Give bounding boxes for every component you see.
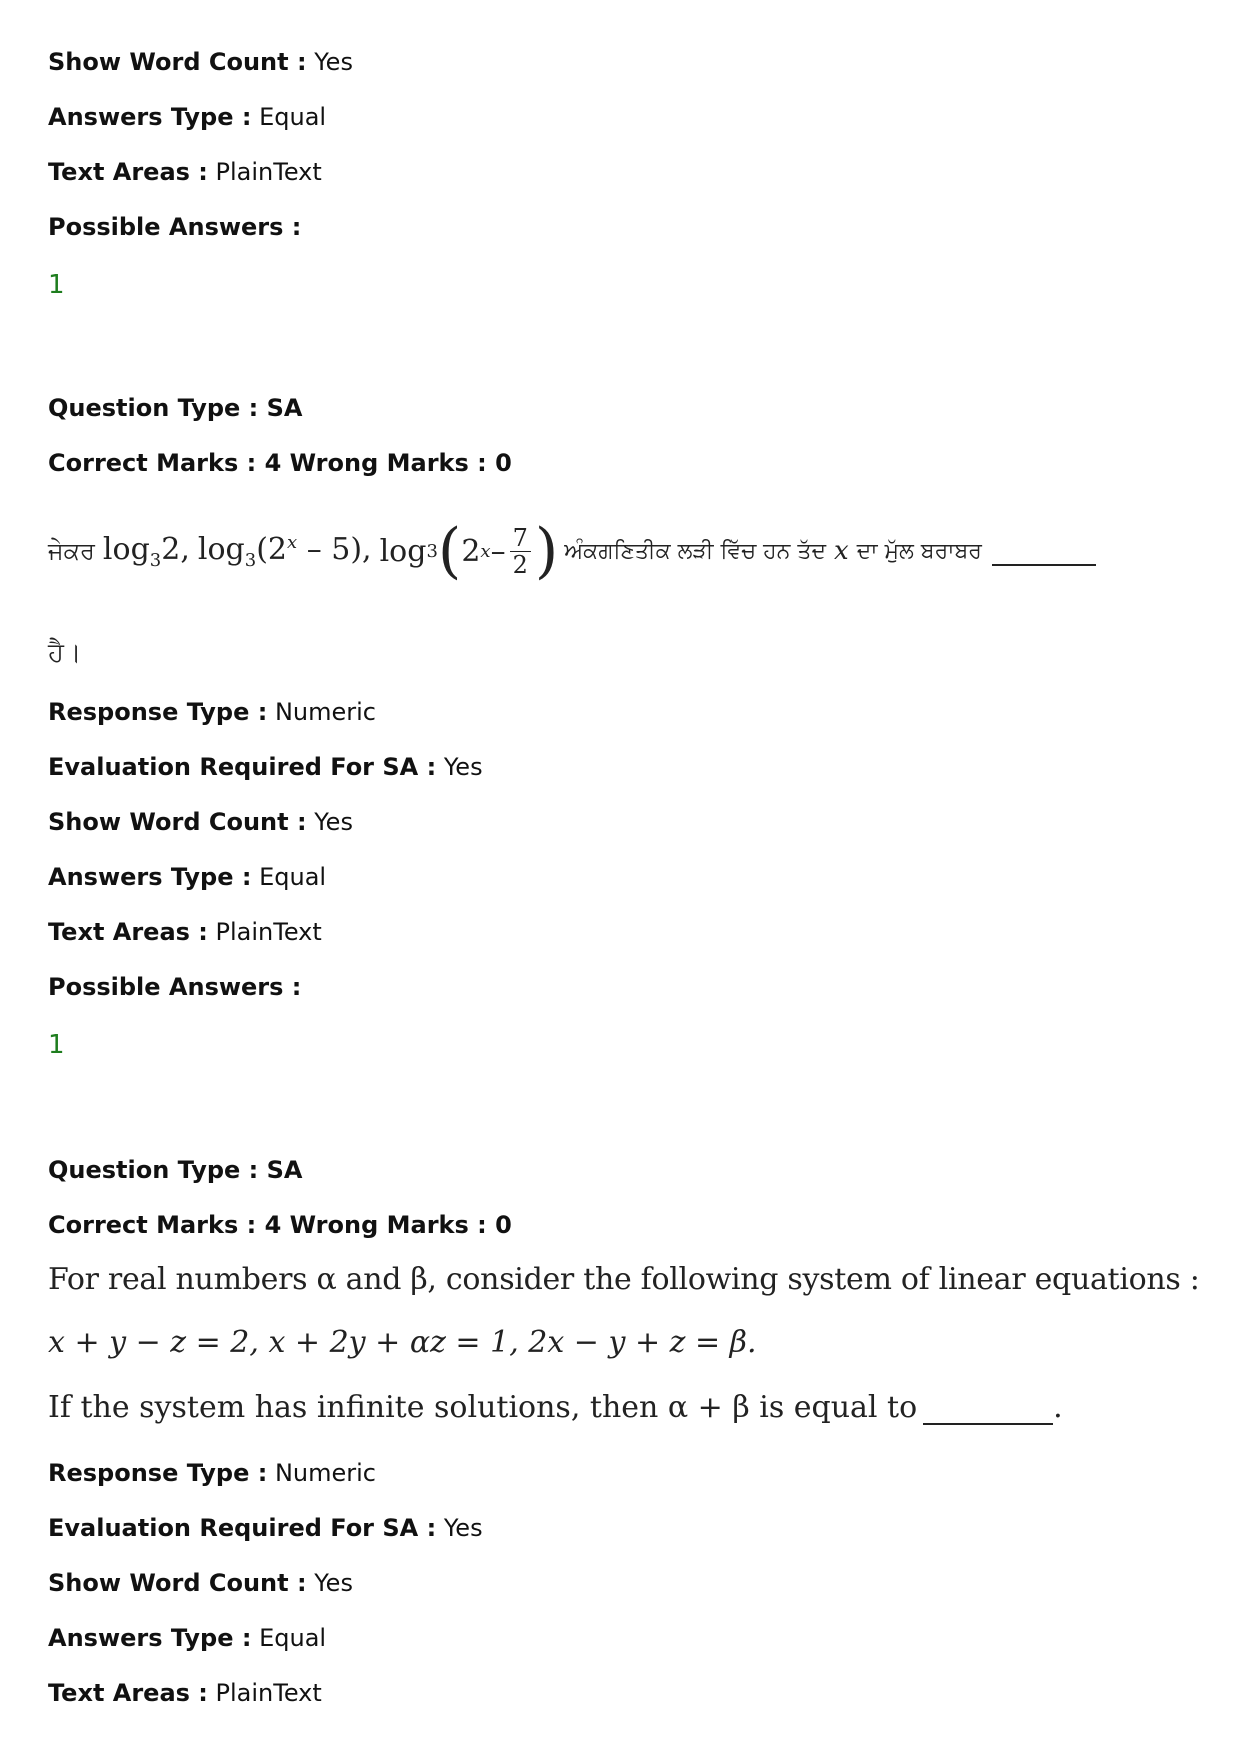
possible-answers-row	[48, 212, 301, 242]
field-label: Show Word Count :	[48, 48, 307, 76]
field-label: Answers Type :	[48, 1624, 252, 1652]
field-label: Text Areas :	[48, 918, 208, 946]
field-value: Yes	[314, 48, 353, 76]
response-type-row	[48, 1458, 376, 1488]
field-value: PlainText	[215, 1679, 322, 1707]
fraction: $\frac{7}{2}$	[510, 525, 531, 578]
possible-answers-row	[48, 972, 301, 1002]
show-word-count-row	[48, 807, 353, 837]
question-line-2: x + y − z = 2, x + 2y + αz = 1, 2x − y + z = β.	[48, 1325, 757, 1360]
question-text-punjabi	[48, 505, 1096, 597]
possible-answer-value: 1	[48, 270, 65, 300]
log-term-3: log 3 ( 2 x – $\frac{7}{2}$ )	[379, 516, 559, 586]
field-label: Evaluation Required For SA :	[48, 753, 437, 781]
field-value: Yes	[314, 808, 353, 836]
field-value: Equal	[259, 863, 327, 891]
possible-answer-value: 1	[48, 1030, 65, 1060]
field-label: Possible Answers :	[48, 973, 302, 1001]
field-label: Answers Type :	[48, 863, 252, 891]
punjabi-end: ਹੈ।	[48, 638, 82, 668]
show-word-count-row	[48, 47, 353, 77]
question-type: Question Type : SA	[48, 394, 303, 422]
question-line-1: For real numbers α and β, consider the following system of linear equations :	[48, 1262, 1200, 1297]
punjabi-suffix: ਅੰਕਗਣਿਤੀਕ ਲੜੀ ਵਿੱਚ ਹਨ ਤੱਦ	[564, 538, 827, 564]
answers-type-row	[48, 102, 326, 132]
punjabi-suffix-2: ਦਾ ਮੁੱਲ ਬਰਾਬਰ	[856, 538, 982, 564]
show-word-count-row	[48, 1568, 353, 1598]
evaluation-row	[48, 1513, 483, 1543]
field-label: Response Type :	[48, 1459, 268, 1487]
answer-blank	[992, 563, 1096, 566]
field-value: Yes	[443, 1514, 483, 1542]
answers-type-row	[48, 1623, 326, 1653]
text-areas-row	[48, 917, 322, 947]
marks: Correct Marks : 4 Wrong Marks : 0	[48, 1211, 512, 1239]
field-value: Yes	[314, 1569, 353, 1597]
marks-row	[48, 448, 512, 478]
field-value: Yes	[443, 753, 483, 781]
field-label: Answers Type :	[48, 103, 252, 131]
field-value: Numeric	[274, 1459, 376, 1487]
text-areas-row	[48, 157, 322, 187]
question-type-row	[48, 393, 302, 423]
answers-type-row	[48, 862, 326, 892]
answer-blank	[923, 1422, 1053, 1425]
log-term-1: $\log_32$,	[102, 531, 190, 571]
response-type-row	[48, 697, 376, 727]
field-label: Text Areas :	[48, 158, 208, 186]
field-label: Show Word Count :	[48, 808, 307, 836]
field-label: Evaluation Required For SA :	[48, 1514, 437, 1542]
punjabi-prefix: ਜੇਕਰ	[48, 537, 95, 565]
marks: Correct Marks : 4 Wrong Marks : 0	[48, 449, 512, 477]
evaluation-row	[48, 752, 483, 782]
variable-x: x	[834, 536, 849, 566]
field-label: Response Type :	[48, 698, 268, 726]
field-value: Equal	[259, 1624, 327, 1652]
question-line-3: If the system has infinite solutions, then α + β is equal to .	[48, 1390, 1063, 1425]
field-value: PlainText	[215, 918, 322, 946]
text-areas-row	[48, 1678, 322, 1708]
field-value: PlainText	[215, 158, 322, 186]
field-value: Equal	[259, 103, 327, 131]
field-label: Show Word Count :	[48, 1569, 307, 1597]
question-type-row	[48, 1155, 302, 1185]
field-label: Text Areas :	[48, 1679, 208, 1707]
question-type: Question Type : SA	[48, 1156, 303, 1184]
field-value: Numeric	[274, 698, 376, 726]
field-label: Possible Answers :	[48, 213, 302, 241]
marks-row	[48, 1210, 512, 1240]
log-term-2: $\log_3(2^x - 5)$,	[197, 531, 372, 571]
